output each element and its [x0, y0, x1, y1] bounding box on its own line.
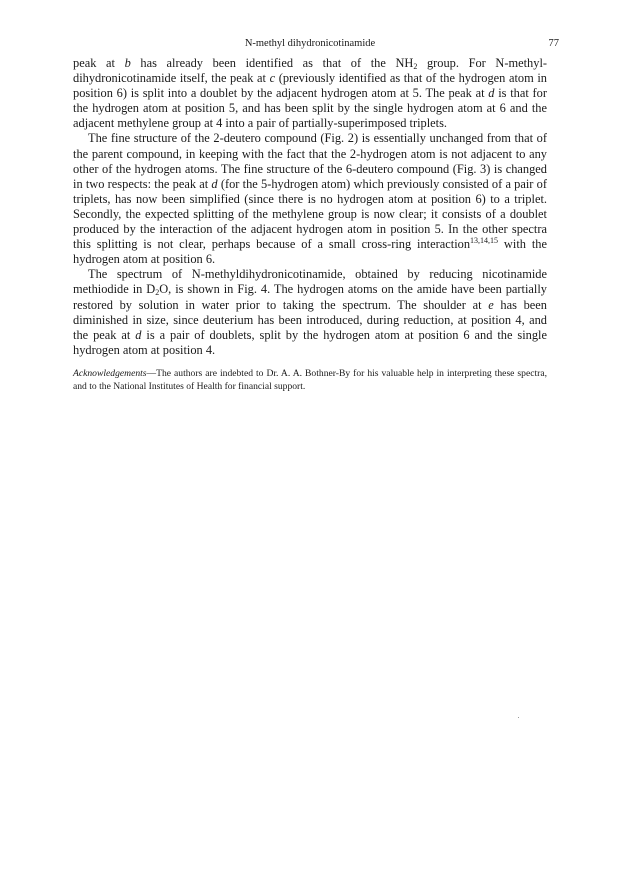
scan-speck	[518, 717, 519, 718]
acknowledgements	[73, 367, 547, 394]
paragraph-3: The spectrum of N-methyldihydronicotinamide, obtained by reducing nicotinamide methiodide in $D_2O$, is shown in Fig. 4. The hydrogen atoms on the amide have been partially restored by solution in water prior to taking the spectrum. The shoulder at e has been diminished in size, since deuterium has been introduced, during reduction, at position 4, and the peak at d is a pair of doublets, split by the hydrogen atom at position 6 and the single hydrogen atom at position 4.	[73, 267, 548, 357]
peak-label-b: b	[124, 56, 131, 70]
peak-label-e: e	[488, 297, 494, 312]
peak-label-d: d	[488, 86, 495, 101]
running-title: N-methyl dihydronicotinamide	[244, 38, 376, 49]
acknowledgements-heading: Acknowledgements	[73, 367, 147, 379]
page	[73, 36, 559, 394]
page-header	[73, 36, 559, 56]
subscript: 2	[413, 62, 418, 71]
paragraph-1: peak at b has already been identified as that of the $NH_2$ group. For N-methyl-dihydronicotinamide itself, the peak at c (previously identified as that of the hydrogen atom in position 6) is split into a doublet by the adjacent hydrogen atom at 5. The peak at d is that for the hydrogen atom at position 5, and has been split by the single hydrogen atom at 6 and the adjacent methylene group at 4 into a pair of partially-superimposed triplets.	[73, 56, 548, 131]
paragraph-2: The fine structure of the 2-deutero compound (Fig. 2) is essentially unchanged from that of the parent compound, in keeping with the fact that the 2-hydrogen atom is not adjacent to any other of the hydrogen atoms. The fine structure of the 6-deutero compound (Fig. 3) is changed in two respects: the peak at d (for the 5-hydrogen atom) which previously consisted of a pair of triplets, has now been simplified (since there is no hydrogen atom at position 6) to a triplet. Secondly, the expected splitting of the methylene group is now clear; it consists of a doublet produced by the interaction of the adjacent hydrogen atom in position 5. In the other spectra this splitting is not clear, perhaps because of a small cross-ring interaction$^{13,14,15}$ with the hydrogen atom at position 6.	[73, 131, 547, 267]
reference-superscript: 13,14,15	[470, 236, 499, 246]
subscript: 2	[155, 288, 160, 298]
peak-label-d: d	[211, 176, 218, 191]
body-text	[73, 56, 547, 358]
peak-label-c: c	[269, 71, 276, 86]
acknowledgements-text: —The authors are indebted to Dr. A. A. Bothner-By for his valuable help in interpreting these spectra, and to the National Institutes of Health for financial support.	[73, 367, 547, 393]
page-number: 77	[548, 38, 559, 49]
peak-label-d: d	[135, 327, 142, 342]
